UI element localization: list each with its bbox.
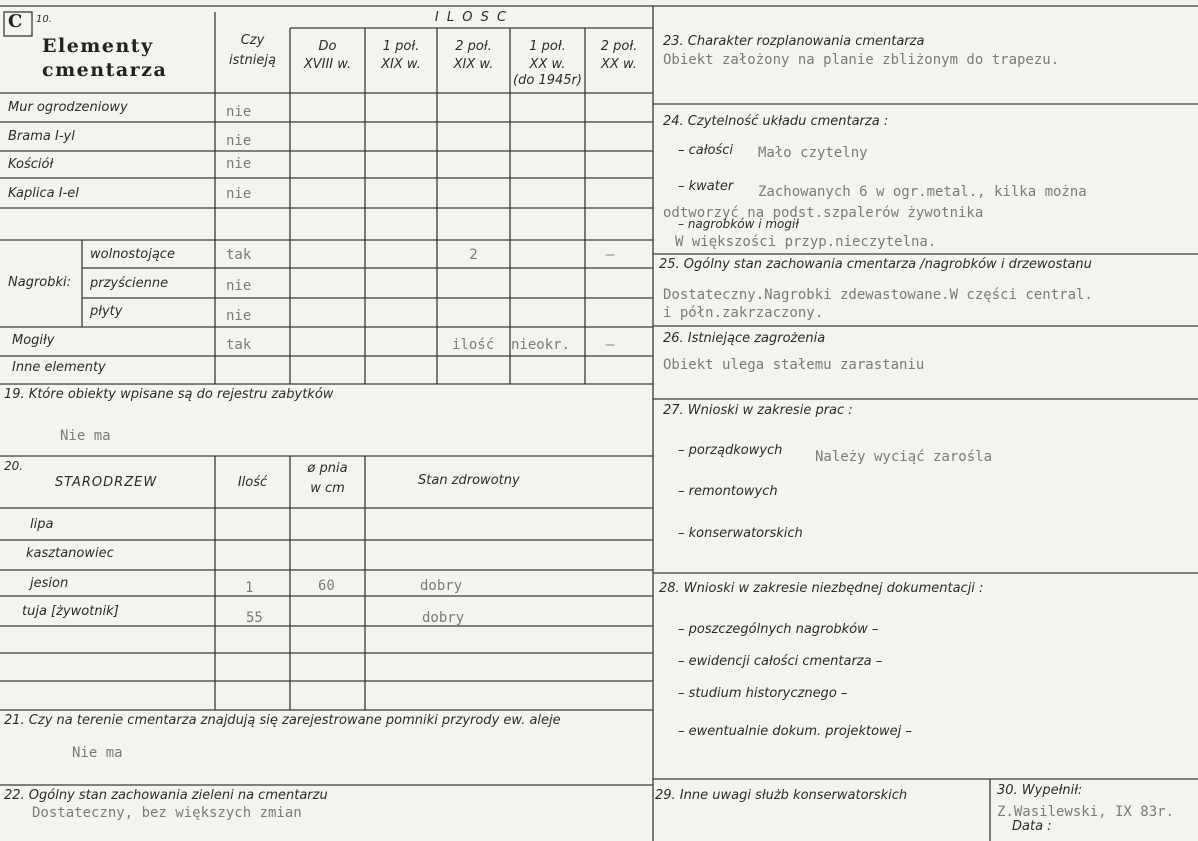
row-value-mogily: tak (226, 337, 252, 353)
col-header-period-3-line1: 2 poł. (455, 39, 492, 54)
section-23-label: 23. Charakter rozplanowania cmentarza (663, 34, 925, 49)
row-label-przyscienne: przyścienne (90, 276, 169, 291)
nagrobkow-value: W większości przyp.nieczytelna. (675, 234, 937, 250)
porzadkowych-value: Należy wyciąć zarośla (815, 449, 993, 465)
section-22-value: Dostateczny, bez większych zmian (32, 805, 302, 821)
col-header-period-5-line2: XX w. (601, 57, 637, 72)
row-label-kosciol: Kościół (8, 157, 54, 172)
row-label-inne: Inne elementy (12, 360, 106, 375)
col-header-period-4-line1: 1 poł. (529, 39, 566, 54)
mogily-1pol-xx: nieokr. (511, 337, 571, 353)
col-header-period-5-line1: 2 poł. (600, 39, 638, 54)
konserwatorskich-label: – konserwatorskich (678, 526, 803, 541)
porzadkowych-label: – porządkowych (678, 443, 783, 458)
col-header-czy: Czy (240, 33, 265, 48)
mogily-2pol-xx: – (605, 337, 615, 353)
row-label-mur: Mur ogrodzeniowy (8, 100, 128, 115)
section-30-data-label: Data : (1012, 819, 1052, 834)
tree-stan-tuja: dobry (422, 610, 465, 626)
mogily-2pol-xix: ilość (452, 337, 495, 353)
tree-name-jesion: jesion (30, 576, 69, 591)
tree-pnia-jesion: 60 (318, 578, 335, 594)
starodrzew-stan-header: Stan zdrowotny (418, 473, 520, 488)
row-value-kosciol: nie (226, 156, 252, 172)
nagrobki-label: Nagrobki: (8, 275, 72, 290)
section-25-value-line1: Dostateczny.Nagrobki zdewastowane.W części central. (663, 287, 1093, 303)
row-label-plyty: płyty (90, 304, 123, 319)
section-30-value: Z.Wasilewski, IX 83r. (997, 804, 1175, 820)
section-30-label: 30. Wypełnił: (997, 783, 1083, 798)
tree-ilosc-tuja: 55 (246, 610, 263, 626)
col-header-period-3-line2: XIX w. (453, 57, 494, 72)
col-header-period-1-line2: XVIII w. (303, 57, 352, 72)
dok-item-projektowej: – ewentualnie dokum. projektowej – (678, 724, 912, 739)
col-header-period-1-line1: Do (318, 39, 337, 54)
row-label-mogily: Mogiły (12, 333, 55, 348)
starodrzew-header: STARODRZEW (55, 475, 158, 490)
starodrzew-ilosc-header: Ilość (237, 475, 268, 490)
kwater-label: – kwater (678, 179, 734, 194)
section-29-label: 29. Inne uwagi służb konserwatorskich (655, 788, 908, 803)
section-25-value-line2: i półn.zakrzaczony. (663, 305, 824, 321)
section-number-10: 10. (36, 14, 52, 25)
col-header-period-4-line3: (do 1945r) (513, 73, 582, 88)
col-header-ilosc: I L O S C (434, 10, 509, 25)
section-22-label: 22. Ogólny stan zachowania zieleni na cmentarzu (4, 788, 328, 803)
elements-title-line2: cmentarza (42, 59, 168, 81)
section-23-value: Obiekt założony na planie zbliżonym do trapezu. (663, 52, 1060, 68)
kwater-value-line2: odtworzyć na podst.szpalerów żywotnika (663, 205, 984, 221)
row-value-przyscienne: nie (226, 278, 252, 294)
elements-title-line1: Elementy (42, 35, 154, 57)
section-26-label: 26. Istniejące zagrożenia (663, 331, 826, 346)
section-26-value: Obiekt ulega stałemu zarastaniu (663, 357, 925, 373)
section-28-label: 28. Wnioski w zakresie niezbędnej dokumentacji : (659, 581, 984, 596)
tree-ilosc-jesion: 1 (245, 580, 254, 596)
section-24-label: 24. Czytelność układu cmentarza : (663, 114, 889, 129)
tree-name-tuja: tuja [żywotnik] (22, 604, 119, 619)
remontowych-label: – remontowych (678, 484, 778, 499)
tree-stan-jesion: dobry (420, 578, 463, 594)
wolnostojace-2pol-xix: 2 (469, 247, 478, 263)
col-header-period-2-line1: 1 poł. (382, 39, 420, 54)
dok-item-studium: – studium historycznego – (678, 686, 848, 701)
row-value-kaplica: nie (226, 186, 252, 202)
section-19-value: Nie ma (60, 428, 111, 444)
row-value-wolnostojace: tak (226, 247, 252, 263)
form-code: C (8, 11, 24, 32)
tree-name-kasztanowiec: kasztanowiec (26, 546, 114, 561)
row-value-plyty: nie (226, 308, 252, 324)
row-value-mur: nie (226, 104, 252, 120)
starodrzew-pnia-header-line2: w cm (310, 481, 345, 496)
row-label-brama: Brama I-yl (8, 129, 75, 144)
calosci-label: – całości (678, 143, 733, 158)
row-value-brama: nie (226, 133, 252, 149)
row-label-wolnostojace: wolnostojące (90, 247, 175, 262)
dok-item-ewidencji: – ewidencji całości cmentarza – (678, 654, 883, 669)
section-21-label: 21. Czy na terenie cmentarza znajdują się zarejestrowane pomniki przyrody ew. aleje (4, 713, 561, 728)
col-header-period-4-line2: XX w. (529, 57, 566, 72)
row-label-kaplica: Kaplica I-el (8, 186, 79, 201)
section-21-value: Nie ma (72, 745, 123, 761)
wolnostojace-2pol-xx: – (605, 247, 615, 263)
col-header-period-2-line2: XIX w. (381, 57, 421, 72)
nagrobkow-label: – nagrobków i mogił (678, 217, 799, 231)
tree-name-lipa: lipa (30, 517, 54, 532)
col-header-istnieja: istnieją (229, 53, 276, 68)
section-19-label: 19. Które obiekty wpisane są do rejestru zabytków (4, 387, 334, 402)
starodrzew-pnia-header-line1: ø pnia (307, 461, 348, 476)
section-20-number: 20. (4, 459, 24, 473)
kwater-value-line1: Zachowanych 6 w ogr.metal., kilka można (758, 184, 1087, 200)
calosci-value: Mało czytelny (758, 145, 868, 161)
dok-item-nagrobkow: – poszczególnych nagrobków – (678, 622, 879, 637)
section-25-label: 25. Ogólny stan zachowania cmentarza /nagrobków i drzewostanu (659, 257, 1092, 272)
section-27-label: 27. Wnioski w zakresie prac : (663, 403, 853, 418)
